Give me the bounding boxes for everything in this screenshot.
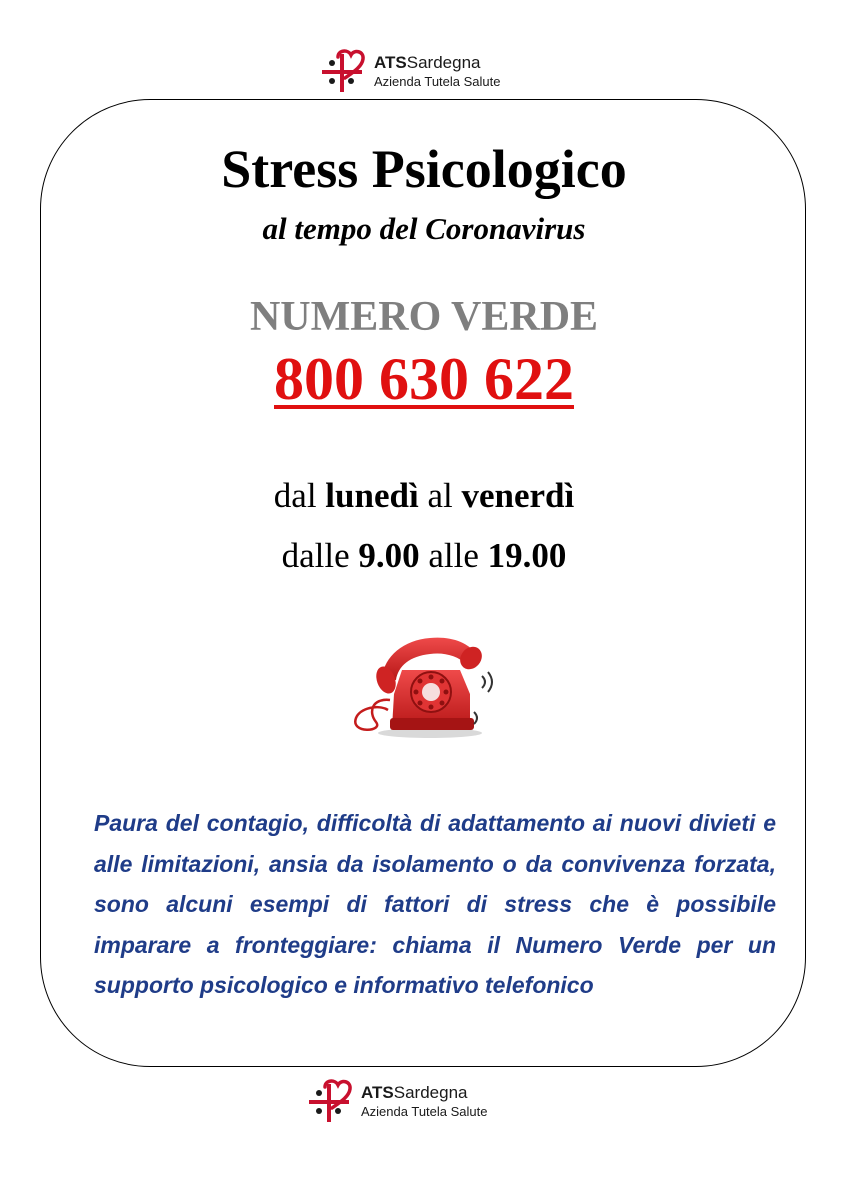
ats-logo-top — [318, 48, 500, 94]
logo-subtitle: Azienda Tutela Salute — [374, 73, 501, 89]
phone-number[interactable]: 800 630 622 — [274, 346, 574, 412]
ats-logo-icon — [305, 1078, 355, 1124]
body-paragraph: Paura del contagio, difficoltà di adattamento ai nuovi divieti e alle limitazioni, ansia da isolamento o da convivenza forzata, sono alcuni esempi di fattori di stress che è possibile imparare a fronteggiare: chiama il Numero Verde per un supporto psicologico e informativo telefonico — [94, 810, 776, 998]
logo-name: ATSSardegna — [361, 1082, 468, 1102]
ats-logo-icon — [318, 48, 368, 94]
numero-verde-label: NUMERO VERDE — [249, 294, 599, 340]
red-telephone-icon — [342, 630, 494, 742]
page-title: Stress Psicologico — [221, 139, 627, 199]
schedule-days: dal lunedì al venerdì — [273, 476, 575, 515]
page-subtitle: al tempo del Coronavirus — [262, 211, 586, 246]
logo-name: ATSSardegna — [374, 52, 481, 72]
logo-subtitle: Azienda Tutela Salute — [361, 1103, 488, 1119]
schedule-hours: dalle 9.00 alle 19.00 — [281, 536, 567, 575]
ats-logo-bottom — [305, 1078, 487, 1124]
